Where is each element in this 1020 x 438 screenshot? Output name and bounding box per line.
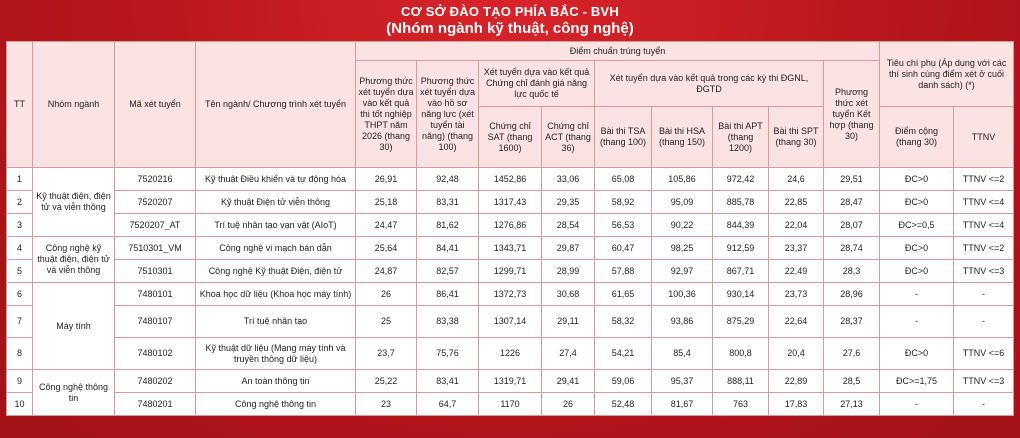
cell-program: Kỹ thuật Điện tử viễn thông <box>196 191 356 214</box>
cell-apt: 912,59 <box>713 237 769 260</box>
cell-spt: 22,64 <box>769 306 824 338</box>
cell-code: 7480107 <box>115 306 196 338</box>
cell-spt: 22,89 <box>769 370 824 393</box>
cell-tsa: 57,88 <box>595 260 652 283</box>
cell-hsa: 98,25 <box>652 237 713 260</box>
cell-ttnv: TTNV <=6 <box>954 338 1014 370</box>
cell-code: 7510301 <box>115 260 196 283</box>
cell-sat: 1226 <box>479 338 542 370</box>
header-spt: Bài thi SPT (thang 30) <box>769 107 824 168</box>
cell-program: Công nghệ vi mạch bán dẫn <box>196 237 356 260</box>
cell-code: 7520216 <box>115 168 196 191</box>
cell-spt: 23,37 <box>769 237 824 260</box>
cell-program: Kỹ thuật dữ liệu (Mạng máy tính và truyền thông dữ liệu) <box>196 338 356 370</box>
cell-bonus: ĐC>=0,5 <box>880 214 954 237</box>
cell-tsa: 59,06 <box>595 370 652 393</box>
cell-ttnv: TTNV <=3 <box>954 370 1014 393</box>
cell-act: 28,54 <box>542 214 595 237</box>
header-code: Mã xét tuyển <box>115 42 196 168</box>
cell-hsa: 105,86 <box>652 168 713 191</box>
cell-combined: 29,51 <box>824 168 880 191</box>
table-row <box>7 306 1014 338</box>
cell-ttnv: - <box>954 283 1014 306</box>
cell-thpt: 24,87 <box>356 260 417 283</box>
cell-act: 29,87 <box>542 237 595 260</box>
cell-spt: 22,04 <box>769 214 824 237</box>
header-sat: Chứng chỉ SAT (thang 1600) <box>479 107 542 168</box>
cell-bonus: ĐC>0 <box>880 168 954 191</box>
table-row <box>7 168 1014 191</box>
cell-tt: 8 <box>7 338 33 370</box>
cell-talent: 83,41 <box>417 370 479 393</box>
cell-hsa: 90,22 <box>652 214 713 237</box>
header-act: Chứng chỉ ACT (thang 36) <box>542 107 595 168</box>
cell-apt: 844,39 <box>713 214 769 237</box>
table-row <box>7 370 1014 393</box>
cell-code: 7480201 <box>115 393 196 416</box>
cell-ttnv: TTNV <=4 <box>954 191 1014 214</box>
cell-code: 7480202 <box>115 370 196 393</box>
cell-combined: 27,13 <box>824 393 880 416</box>
cell-talent: 82,57 <box>417 260 479 283</box>
cell-sat: 1170 <box>479 393 542 416</box>
cell-act: 29,35 <box>542 191 595 214</box>
cell-program: Kỹ thuật Điều khiển và tự động hóa <box>196 168 356 191</box>
cell-tsa: 60,47 <box>595 237 652 260</box>
header-bonus: Điểm cộng (thang 30) <box>880 107 954 168</box>
cell-group: Máy tính <box>33 283 115 370</box>
cell-ttnv: - <box>954 306 1014 338</box>
cell-tt: 1 <box>7 168 33 191</box>
cell-code: 7520207_AT <box>115 214 196 237</box>
cell-act: 27,4 <box>542 338 595 370</box>
cell-bonus: ĐC>0 <box>880 237 954 260</box>
cell-program: Trí tuệ nhân tạo vạn vật (AIoT) <box>196 214 356 237</box>
cell-talent: 92,48 <box>417 168 479 191</box>
cell-act: 33,06 <box>542 168 595 191</box>
cell-thpt: 24,47 <box>356 214 417 237</box>
cell-tsa: 61,65 <box>595 283 652 306</box>
table-row <box>7 283 1014 306</box>
header-tsa: Bài thi TSA (thang 100) <box>595 107 652 168</box>
cell-sat: 1343,71 <box>479 237 542 260</box>
cell-sat: 1307,14 <box>479 306 542 338</box>
cell-tsa: 52,48 <box>595 393 652 416</box>
cell-ttnv: TTNV <=2 <box>954 237 1014 260</box>
cell-program: Công nghệ thông tin <box>196 393 356 416</box>
cell-apt: 930,14 <box>713 283 769 306</box>
cell-act: 30,68 <box>542 283 595 306</box>
cell-program: Trí tuệ nhân tạo <box>196 306 356 338</box>
cell-sat: 1317,43 <box>479 191 542 214</box>
cell-combined: 28,07 <box>824 214 880 237</box>
header-combined: Phương thức xét tuyển Kết hợp (thang 30) <box>824 61 880 168</box>
header-talent: Phương thức xét tuyển dựa vào hồ sơ năng lực (xét tuyển tài năng) (thang 100) <box>417 61 479 168</box>
cell-code: 7510301_VM <box>115 237 196 260</box>
cell-hsa: 100,36 <box>652 283 713 306</box>
cell-sat: 1319,71 <box>479 370 542 393</box>
cell-tt: 4 <box>7 237 33 260</box>
cell-combined: 28,74 <box>824 237 880 260</box>
cell-spt: 24,6 <box>769 168 824 191</box>
cell-bonus: - <box>880 306 954 338</box>
cell-talent: 86,41 <box>417 283 479 306</box>
cell-combined: 28,47 <box>824 191 880 214</box>
table-row <box>7 237 1014 260</box>
table-row <box>7 214 1014 237</box>
cell-talent: 64,7 <box>417 393 479 416</box>
cell-apt: 885,78 <box>713 191 769 214</box>
cell-group: Kỹ thuật điện, điện tử và viễn thông <box>33 168 115 237</box>
cell-talent: 75,76 <box>417 338 479 370</box>
cell-thpt: 26,91 <box>356 168 417 191</box>
cell-spt: 22,85 <box>769 191 824 214</box>
cell-group: Công nghệ thông tin <box>33 370 115 416</box>
cell-apt: 875,29 <box>713 306 769 338</box>
cell-tt: 3 <box>7 214 33 237</box>
cell-tsa: 56,53 <box>595 214 652 237</box>
cell-tsa: 65,08 <box>595 168 652 191</box>
cell-spt: 22,49 <box>769 260 824 283</box>
cell-tt: 10 <box>7 393 33 416</box>
cell-bonus: ĐC>=1,75 <box>880 370 954 393</box>
cell-combined: 28,37 <box>824 306 880 338</box>
cell-hsa: 81,67 <box>652 393 713 416</box>
cell-thpt: 25,22 <box>356 370 417 393</box>
cell-bonus: ĐC>0 <box>880 191 954 214</box>
table-row <box>7 338 1014 370</box>
cell-thpt: 25 <box>356 306 417 338</box>
table-row <box>7 260 1014 283</box>
cell-ttnv: TTNV <=3 <box>954 260 1014 283</box>
cell-sat: 1299,71 <box>479 260 542 283</box>
cell-tt: 9 <box>7 370 33 393</box>
cell-code: 7480102 <box>115 338 196 370</box>
cell-thpt: 25,18 <box>356 191 417 214</box>
cell-combined: 28,3 <box>824 260 880 283</box>
table-body <box>7 168 1014 416</box>
cell-hsa: 93,86 <box>652 306 713 338</box>
cell-act: 29,11 <box>542 306 595 338</box>
cell-apt: 867,71 <box>713 260 769 283</box>
cell-thpt: 25,64 <box>356 237 417 260</box>
cell-spt: 23,73 <box>769 283 824 306</box>
header-exam-group: Xét tuyển dựa vào kết quả trong các kỳ thi ĐGNL, ĐGTD <box>595 61 824 107</box>
cell-program: Khoa học dữ liệu (Khoa học máy tính) <box>196 283 356 306</box>
cell-hsa: 92,97 <box>652 260 713 283</box>
cell-apt: 888,11 <box>713 370 769 393</box>
cell-spt: 17,83 <box>769 393 824 416</box>
cell-hsa: 95,09 <box>652 191 713 214</box>
header-intl-group: Xét tuyển dựa vào kết quả Chứng chỉ đánh giá năng lực quốc tế <box>479 61 595 107</box>
cell-bonus: - <box>880 283 954 306</box>
cell-bonus: - <box>880 393 954 416</box>
cell-combined: 28,96 <box>824 283 880 306</box>
benchmark-table <box>6 41 1014 416</box>
cell-ttnv: - <box>954 393 1014 416</box>
cell-act: 28,99 <box>542 260 595 283</box>
cell-group: Công nghệ kỹ thuật điện, điện tử và viễn thông <box>33 237 115 283</box>
cell-code: 7480101 <box>115 283 196 306</box>
cell-talent: 83,38 <box>417 306 479 338</box>
cell-combined: 28,5 <box>824 370 880 393</box>
table-row <box>7 191 1014 214</box>
cell-combined: 27,6 <box>824 338 880 370</box>
cell-apt: 972,42 <box>713 168 769 191</box>
table-row <box>7 393 1014 416</box>
header-hsa: Bài thi HSA (thang 150) <box>652 107 713 168</box>
header-benchmark: Điểm chuẩn trúng tuyển <box>356 42 880 61</box>
cell-act: 26 <box>542 393 595 416</box>
cell-bonus: ĐC>0 <box>880 338 954 370</box>
header-group: Nhóm ngành <box>33 42 115 168</box>
cell-thpt: 23 <box>356 393 417 416</box>
cell-sat: 1372,73 <box>479 283 542 306</box>
cell-talent: 81,62 <box>417 214 479 237</box>
cell-sat: 1452,86 <box>479 168 542 191</box>
header-program: Tên ngành/ Chương trình xét tuyển <box>196 42 356 168</box>
cell-tsa: 54,21 <box>595 338 652 370</box>
page-subtitle: (Nhóm ngành kỹ thuật, công nghệ) <box>386 20 634 37</box>
cell-tt: 2 <box>7 191 33 214</box>
cell-hsa: 95,37 <box>652 370 713 393</box>
header-thpt: Phương thức xét tuyển dựa vào kết quả thi tốt nghiệp THPT năm 2026 (thang 30) <box>356 61 417 168</box>
cell-code: 7520207 <box>115 191 196 214</box>
cell-program: Công nghệ Kỹ thuật Điện, điện tử <box>196 260 356 283</box>
cell-ttnv: TTNV <=2 <box>954 168 1014 191</box>
cell-thpt: 23,7 <box>356 338 417 370</box>
cell-hsa: 85,4 <box>652 338 713 370</box>
cell-sat: 1276,86 <box>479 214 542 237</box>
cell-talent: 84,41 <box>417 237 479 260</box>
header-extra: Tiêu chí phụ (Áp dụng với các thí sinh cùng điểm xét ở cuối danh sách) (*) <box>880 42 1014 107</box>
cell-tt: 7 <box>7 306 33 338</box>
cell-ttnv: TTNV <=4 <box>954 214 1014 237</box>
header-apt: Bài thi APT (thang 1200) <box>713 107 769 168</box>
cell-talent: 83,31 <box>417 191 479 214</box>
cell-tsa: 58,32 <box>595 306 652 338</box>
cell-tt: 5 <box>7 260 33 283</box>
cell-tt: 6 <box>7 283 33 306</box>
cell-apt: 800,8 <box>713 338 769 370</box>
cell-thpt: 26 <box>356 283 417 306</box>
header-tt: TT <box>7 42 33 168</box>
header-ttnv: TTNV <box>954 107 1014 168</box>
cell-program: An toàn thông tin <box>196 370 356 393</box>
cell-bonus: ĐC>0 <box>880 260 954 283</box>
cell-apt: 763 <box>713 393 769 416</box>
cell-spt: 20,4 <box>769 338 824 370</box>
cell-tsa: 58,92 <box>595 191 652 214</box>
page-title: CƠ SỞ ĐÀO TẠO PHÍA BẮC - BVH <box>401 4 619 19</box>
cell-act: 29,41 <box>542 370 595 393</box>
